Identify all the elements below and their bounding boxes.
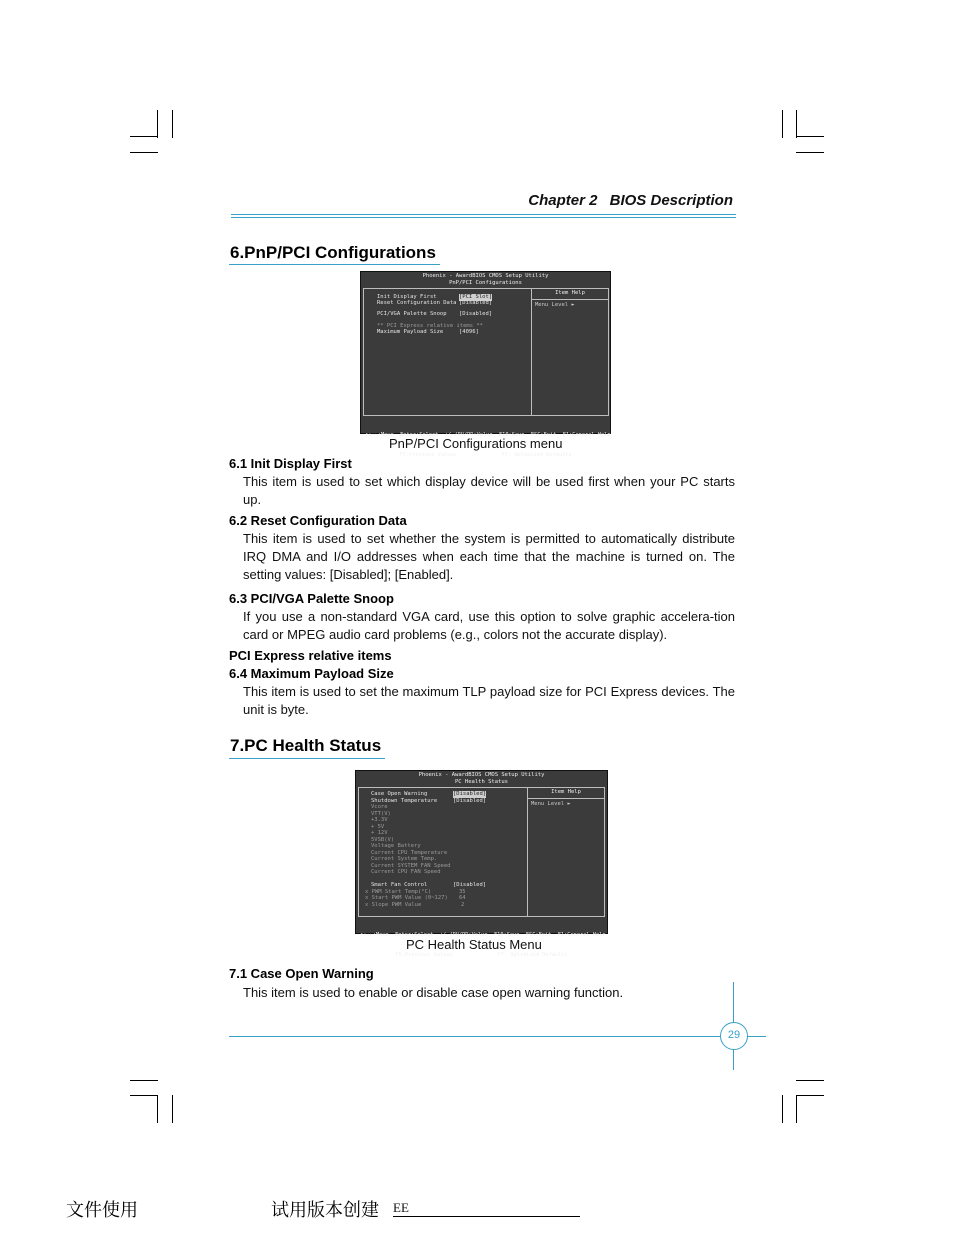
bios-row: + 5V bbox=[371, 823, 385, 830]
crop-mark bbox=[157, 1095, 158, 1123]
item-title: 6.1 Init Display First bbox=[229, 456, 352, 471]
crop-mark bbox=[796, 1080, 824, 1081]
footer-left-text: 文件使用 bbox=[66, 1200, 138, 1221]
section-title: 7.PC Health Status bbox=[230, 736, 382, 755]
footer-underline bbox=[393, 1216, 580, 1217]
bios-row: + 12V bbox=[371, 830, 388, 836]
bios-row: Smart Fan Control [Disabled] bbox=[371, 882, 487, 888]
crop-mark bbox=[796, 152, 824, 153]
item-text: This item is used to set the maximum TLP payload size for PCI Express devices. The unit is byte. bbox=[243, 684, 735, 717]
bios-row: x Start PWM Value (0~127) 64 bbox=[365, 895, 466, 901]
item-text: This item is used to set whether the system is permitted to automatically distribute IRQ DMA and I/O addresses when each time that the machine is turned on. The setting values: [Disabled]; [Enabled]. bbox=[243, 531, 735, 582]
footer-mark: EE bbox=[393, 1200, 409, 1215]
crop-mark bbox=[172, 110, 173, 138]
figure-caption: PnP/PCI Configurations menu bbox=[389, 436, 563, 451]
bios-help-panel bbox=[527, 787, 605, 917]
bios-row: x Slope PWM Value 2 bbox=[365, 901, 465, 908]
section-title: 6.PnP/PCI Configurations bbox=[230, 243, 436, 262]
bios-row: x PWM Start Temp(°C) 35 bbox=[365, 888, 466, 895]
page-number-circle bbox=[720, 1022, 748, 1050]
bios-row: Reset Configuration Data [Disabled] bbox=[377, 300, 493, 306]
item-text: This item is used to enable or disable case open warning function. bbox=[243, 985, 624, 1000]
footer-rule bbox=[229, 1036, 766, 1037]
crop-mark bbox=[130, 152, 158, 153]
bios-row: Current System Temp. bbox=[371, 856, 438, 862]
bios-row: Voltage Battery bbox=[371, 843, 421, 849]
crop-mark bbox=[796, 1095, 797, 1123]
crop-mark bbox=[782, 1095, 783, 1123]
bios-row: ** PCI Express relative items ** bbox=[377, 323, 483, 329]
crop-mark bbox=[796, 1095, 824, 1096]
bios-row: PCI/VGA Palette Snoop [Disabled] bbox=[377, 311, 493, 317]
bios-row: Vcore bbox=[371, 804, 388, 810]
figure-caption: PC Health Status Menu bbox=[406, 937, 542, 952]
crop-mark bbox=[796, 136, 824, 137]
footer-right-text: 试用版本创建 bbox=[271, 1200, 379, 1221]
bios-main-panel bbox=[363, 288, 532, 416]
bios-footer: ↑↓→←:Move Enter:Select +/-/PU/PD:Value F10:Save ESC:Exit F1:General Help F5:Previous Values F7: Optimized Defaults bbox=[365, 432, 611, 458]
item-title: 7.1 Case Open Warning bbox=[229, 966, 374, 981]
bios-footer: ↑↓→←:Move Enter:Select +/-/PU/PD:Value F10:Save ESC:Exit F1:General Help F5:Previous Values F7: Optimized Defaults bbox=[360, 932, 606, 958]
bios-row: VTT(V) bbox=[371, 810, 391, 817]
page-number: 29 bbox=[727, 1029, 741, 1041]
crop-mark bbox=[172, 1095, 173, 1123]
bios-header: Phoenix - AwardBIOS CMOS Setup Utility PnP/PCI Configurations bbox=[422, 273, 549, 286]
bios-row: Maximum Payload Size [4096] bbox=[377, 329, 479, 335]
chapter-number: Chapter 2 bbox=[528, 192, 598, 209]
bios-help-text: Menu Level ► bbox=[535, 302, 575, 308]
crop-mark bbox=[130, 1080, 158, 1081]
bios-row: Init Display First [PCI Slot] bbox=[377, 294, 493, 300]
header-rule bbox=[231, 217, 736, 218]
crop-mark bbox=[130, 136, 158, 137]
item-title: PCI Express relative items bbox=[229, 648, 392, 663]
header-rule bbox=[231, 214, 736, 215]
chapter-header bbox=[470, 192, 733, 209]
bios-row: 5VSB(V) bbox=[371, 836, 395, 843]
bios-row: +3.3V bbox=[371, 817, 388, 823]
bios-row: Current CPU Temperature bbox=[371, 849, 448, 856]
crop-mark bbox=[782, 110, 783, 138]
bios-header: Phoenix - AwardBIOS CMOS Setup Utility PC Health Status bbox=[418, 772, 545, 785]
item-title: 6.4 Maximum Payload Size bbox=[229, 666, 394, 681]
item-text: If you use a non-standard VGA card, use this option to solve graphic accelera-tion card or MPEG audio card problems (e.g., colors not the accurate display). bbox=[243, 609, 735, 642]
bios-row: Shutdown Temperature [Disabled] bbox=[371, 797, 487, 804]
item-title: 6.2 Reset Configuration Data bbox=[229, 513, 407, 528]
crop-mark bbox=[157, 110, 158, 138]
bios-main-panel bbox=[358, 787, 528, 917]
bios-help-title: Item Help bbox=[555, 290, 585, 296]
item-text: This item is used to set which display device will be used first when your PC starts up. bbox=[243, 474, 735, 507]
item-title: 6.3 PCI/VGA Palette Snoop bbox=[229, 591, 394, 606]
bios-help-panel bbox=[531, 288, 609, 416]
crop-mark bbox=[796, 110, 797, 138]
crop-mark bbox=[130, 1095, 158, 1096]
bios-row: Current SYSTEM FAN Speed bbox=[371, 862, 451, 869]
bios-row: Case Open Warning [Disabled] bbox=[371, 791, 487, 797]
section-underline bbox=[229, 264, 440, 265]
bios-help-title: Item Help bbox=[551, 789, 581, 795]
chapter-title: BIOS Description bbox=[609, 192, 733, 209]
section-underline bbox=[229, 758, 385, 759]
bios-help-text: Menu Level ► bbox=[531, 801, 571, 807]
bios-row: Current CPU FAN Speed bbox=[371, 869, 441, 875]
